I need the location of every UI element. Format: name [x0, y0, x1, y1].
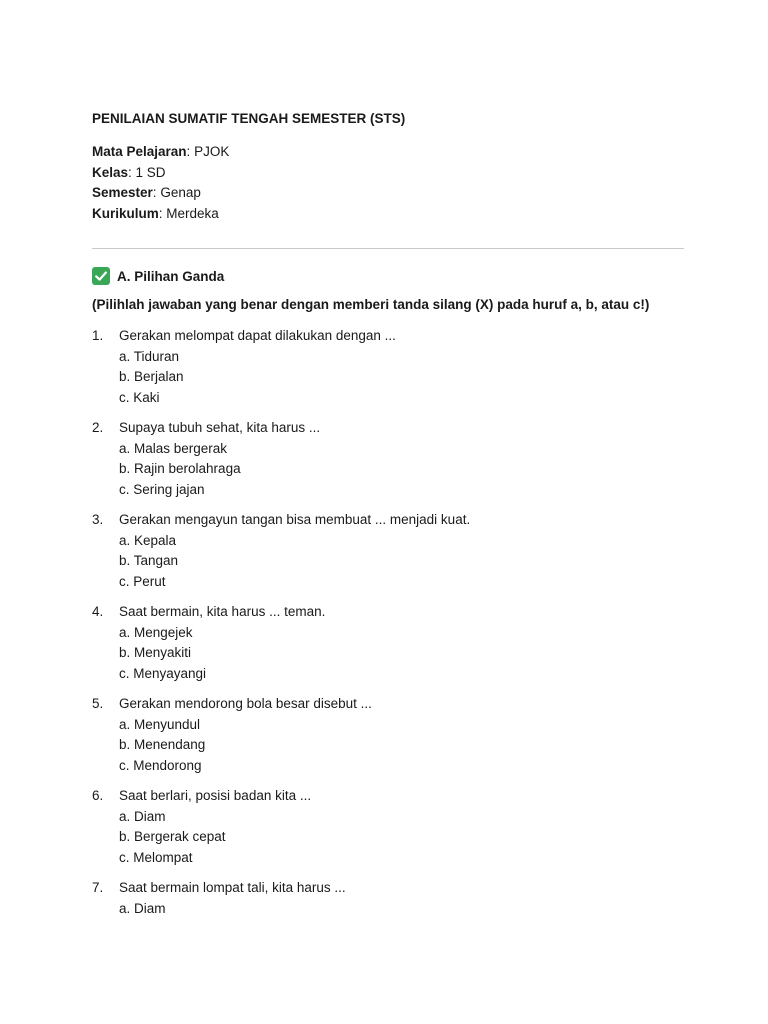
- meta-row-subject: Mata Pelajaran: PJOK: [92, 144, 230, 159]
- question-item: [92, 326, 684, 408]
- question-line: [92, 602, 684, 623]
- document-title: PENILAIAN SUMATIF TENGAH SEMESTER (STS): [92, 111, 406, 126]
- meta-row-curriculum: Kurikulum: Merdeka: [92, 205, 219, 221]
- answer-option: c. Sering jajan: [119, 481, 205, 497]
- meta-value: PJOK: [194, 144, 230, 159]
- question-text: Saat bermain lompat tali, kita harus ...: [119, 880, 346, 895]
- answer-option: a. Mengejek: [119, 624, 193, 640]
- answer-option: a. Diam: [119, 900, 166, 916]
- question-item: [92, 418, 684, 500]
- question-item: [92, 878, 684, 919]
- answer-options: [119, 531, 684, 593]
- question-list: [92, 326, 684, 919]
- meta-value: Genap: [160, 185, 201, 200]
- meta-label: Kurikulum: [92, 205, 159, 221]
- question-line: [92, 510, 684, 531]
- answer-option: c. Kaki: [119, 389, 160, 405]
- answer-options: [119, 347, 684, 409]
- answer-option: c. Menyayangi: [119, 665, 207, 681]
- question-line: [92, 786, 684, 807]
- answer-option: a. Malas bergerak: [119, 440, 228, 456]
- question-item: [92, 786, 684, 868]
- question-number: 6.: [92, 788, 104, 803]
- answer-option: c. Melompat: [119, 849, 193, 865]
- question-number: 4.: [92, 604, 104, 619]
- section-instruction: (Pilihlah jawaban yang benar dengan memberi tanda silang (X) pada huruf a, b, atau c!): [92, 297, 650, 312]
- answer-options: [119, 807, 684, 869]
- section-heading: [92, 265, 684, 287]
- question-text: Gerakan melompat dapat dilakukan dengan ...: [119, 328, 396, 343]
- answer-option: b. Bergerak cepat: [119, 829, 226, 844]
- answer-options: [119, 439, 684, 501]
- answer-options: [119, 623, 684, 685]
- question-text: Supaya tubuh sehat, kita harus ...: [119, 420, 321, 435]
- check-mark-icon: [92, 267, 110, 285]
- answer-option: b. Rajin berolahraga: [119, 461, 241, 476]
- question-text: Saat berlari, posisi badan kita ...: [119, 788, 312, 803]
- answer-option: a. Kepala: [119, 532, 177, 548]
- answer-option: b. Menendang: [119, 737, 206, 752]
- question-line: [92, 878, 684, 899]
- meta-row-class: Kelas: 1 SD: [92, 164, 166, 180]
- question-number: 2.: [92, 420, 104, 435]
- question-text: Gerakan mengayun tangan bisa membuat ... menjadi kuat.: [119, 512, 471, 527]
- question-number: 3.: [92, 512, 104, 527]
- section-title: A. Pilihan Ganda: [117, 268, 225, 284]
- document-meta: [92, 142, 684, 224]
- answer-option: b. Berjalan: [119, 369, 184, 384]
- meta-value: Merdeka: [166, 205, 219, 221]
- meta-label: Mata Pelajaran: [92, 144, 187, 159]
- question-item: [92, 694, 684, 776]
- question-line: [92, 694, 684, 715]
- question-text: Saat bermain, kita harus ... teman.: [119, 604, 326, 619]
- answer-option: b. Tangan: [119, 553, 179, 568]
- answer-option: a. Menyundul: [119, 716, 201, 732]
- answer-option: c. Perut: [119, 573, 166, 589]
- answer-option: c. Mendorong: [119, 757, 202, 773]
- question-item: [92, 602, 684, 684]
- meta-label: Semester: [92, 185, 153, 200]
- answer-option: b. Menyakiti: [119, 645, 192, 660]
- meta-value: 1 SD: [135, 164, 166, 180]
- answer-option: a. Tiduran: [119, 348, 180, 364]
- question-line: [92, 326, 684, 347]
- question-number: 5.: [92, 696, 104, 711]
- answer-options: [119, 899, 684, 920]
- question-number: 7.: [92, 880, 104, 895]
- horizontal-divider: [92, 248, 684, 249]
- question-number: 1.: [92, 328, 104, 343]
- meta-row-semester: Semester: Genap: [92, 185, 201, 200]
- meta-label: Kelas: [92, 164, 129, 180]
- question-text: Gerakan mendorong bola besar disebut ...: [119, 696, 372, 711]
- question-line: [92, 418, 684, 439]
- answer-option: a. Diam: [119, 808, 166, 824]
- question-item: [92, 510, 684, 592]
- answer-options: [119, 715, 684, 777]
